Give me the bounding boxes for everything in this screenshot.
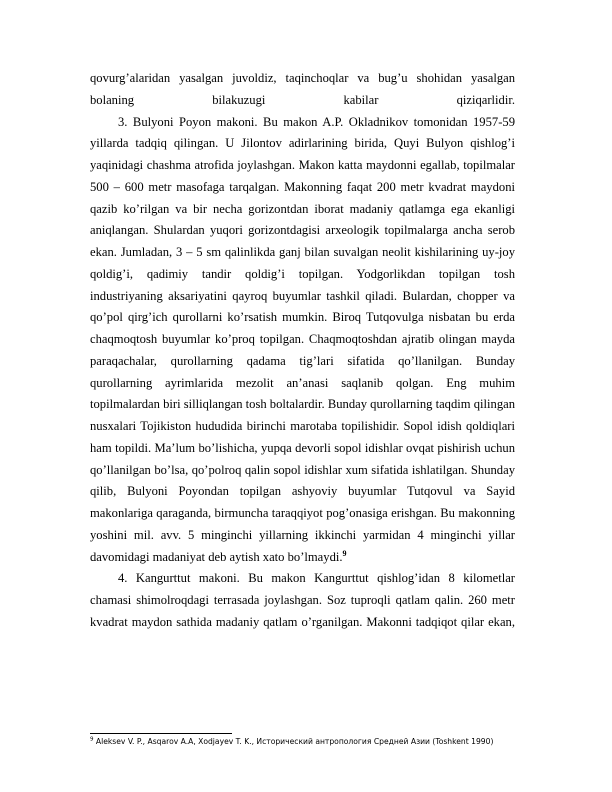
paragraph-2-text: 3. Bulyoni Poyon makoni. Bu makon A.P. Okladnikov tomonidan 1957-59 yillarda tadqiq qilingan. U Jilontov adirlarining birida, Quyi Bulyon qishlog’i yaqinidagi chashma atrofida joylashgan. Makon katta maydonni egallab, topilmalar 500 – 600 metr masofaga tarqalgan. Makonning faqat 200 metr kvadrat maydoni qazib ko’rilgan va bir necha gorizontdan iborat madaniy qatlamga ega ekanligi aniqlangan. Shulardan yuqori gorizontdagisi arxeologik topilmalarga ancha serob ekan. Jumladan, 3 – 5 sm qalinlikda ganj bilan suvalgan neolit kishilarining uy-joy qoldig’i, qadimiy tandir qoldig’i topilgan. Yodgorlikdan topilgan tosh industriyaning aksariyatini qayroq buyumlar tashkil qiladi. Bulardan, chopper va qo’pol qirg’ich qurollarni ko’rsatish mumkin. Biroq Tutqovulga nisbatan bu erda chaqmoqtosh buyumlar ko’proq topilgan. Chaqmoqtoshdan ajratib olingan mayda paraqachalar, qurollarning qadama tig’lari sifatida qo’llanilgan. Bunday qurollarning ayrimlarida mezolit an’anasi saqlanib qolgan. Eng muhim topilmalardan biri silliqlangan tosh boltalardir. Bunday qurollarning taqdim qilingan nusxalari Tojikiston hududida birinchi marotaba topilishidir. Sopol idish qoldiqlari ham topildi. Ma’lum bo’lishicha, yupqa devorli sopol idishlar ovqat pishirish uchun qo’llanilgan bo’lsa, qo’polroq qalin sopol idishlar xum sifatida ishlatilgan. Shunday qilib, Bulyoni Poyondan topilgan ashyoviy buyumlar Tutqovul va Sayid makonlariga qaraganda, birmuncha taraqqiyot pog’onasiga erishgan. Bu makonning yoshini mil. avv. 5 minginchi yillarning ikkinchi yarmidan 4 minginchi yillar davomidagi madaniyat deb aytish xato bo’lmaydi. [90,114,515,564]
body-text [90,68,515,634]
footnote-number: 9 [90,736,94,743]
paragraph-3-text: 4. Kangurttut makoni. Bu makon Kangurttut qishlog’idan 8 kilometlar chamasi shimolroqdagi terrasada joylashgan. Soz tuproqli qatlam qalin. 260 metr kvadrat maydon sathida madaniy qatlam o’rganilgan. Makonni tadqiqot qilar ekan, [90,571,515,629]
footnote-reference[interactable]: 9 [342,548,347,558]
paragraph-1 [90,68,515,112]
footnote-separator [90,733,232,734]
footnote-text: Aleksev V. P., Asqarov A.A, Xodjayev T. K., Исторический антропология Средней Азии (Toshkent 1990) [95,737,494,746]
footnote [90,736,530,747]
paragraph-3 [90,568,515,633]
paragraph-1-text: qovurg’alaridan yasalgan juvoldiz, taqinchoqlar va bug’u shohidan yasalgan bolaning bilakuzugi kabilar qiziqarlidir. [90,71,515,107]
paragraph-2 [90,112,515,569]
